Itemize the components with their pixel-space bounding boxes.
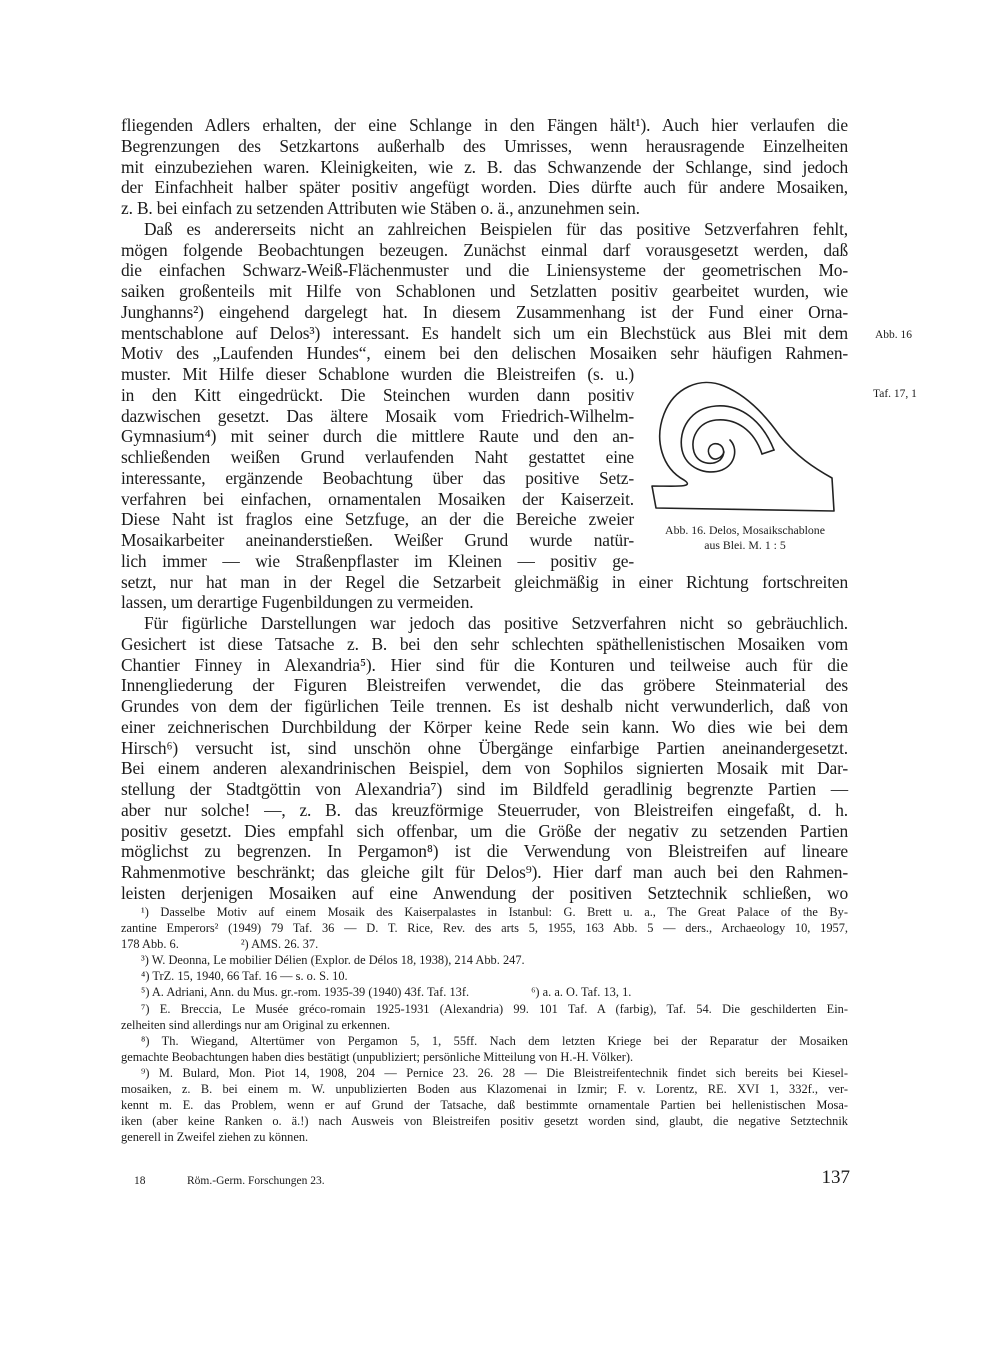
margin-note-abb-16: Abb. 16	[875, 329, 913, 341]
body-text-line: Bei einem anderen alexandrinischen Beispiel, dem von Sophilos signierten Mosaik mit Dar-	[121, 758, 848, 779]
body-text-line: in den Kitt eingedrückt. Die Steinchen wurden dann positiv	[121, 384, 634, 405]
footnote-text: 178 Abb. 6.	[121, 937, 179, 952]
footnote-line	[121, 968, 848, 984]
footnote-line	[121, 1049, 848, 1065]
footnote-extra: ²) AMS. 26. 37.	[240, 937, 319, 952]
body-text-line: Gesichert ist diese Tatsache z. B. bei den sehr schlechten späthellenistischen Mosaiken vom	[121, 633, 848, 654]
footnote-line	[121, 1113, 848, 1129]
footnote-text: ⁵) A. Adriani, Ann. du Mus. gr.-rom. 1935-39 (1940) 43f. Taf. 13f.	[141, 985, 470, 1000]
footnote-line	[121, 952, 848, 968]
body-text-line: setzt, nur hat man in der Regel die Setzarbeit gleichmäßig in einer Richtung fortschreiten	[121, 571, 848, 592]
footnote-text: gemachte Beobachtungen haben dies bestätigt (unpubliziert; persönliche Mitteilung von H.-H. Völker).	[121, 1049, 634, 1064]
body-text-line: stellung der Stadtgöttin von Alexandria⁷) sind im Bildfeld geradlinig begrenzte Partien —	[121, 779, 848, 799]
body-text-line: mentschablone auf Delos³) interessant. Es handelt sich um ein Blechstück aus Blei mit dem	[121, 322, 848, 343]
printer-signature-mark: 18	[134, 1175, 146, 1187]
body-text-line: Grundes von dem der figürlichen Teile trennen. Es ist deshalb nicht verwunderlich, daß von	[121, 696, 848, 716]
body-text-line: verfahren bei einfachen, ornamentalen Mosaiken der Kaiserzeit.	[121, 488, 634, 509]
footnote-text: zelheiten sind allerdings nur am Original zu erkennen.	[121, 1017, 391, 1032]
footnote-text: mosaiken, z. B. bei einem m. W. unpublizierten Boden aus Klazomenai in Izmir; F. v. Lorentz, RE. XVI 1, 332f., ver-	[121, 1082, 848, 1097]
body-text-line: lich immer — wie Straßenpflaster im Kleinen — positiv ge-	[121, 550, 634, 571]
body-text-line: Innengliederung der Figuren Bleistreifen verwendet, die das gröbere Steinmaterial des	[121, 675, 848, 696]
footnote-line	[121, 1033, 848, 1049]
body-text-line: positiv gesetzt. Dies empfahl sich offenbar, um die Größe der negativ zu setzenden Partien	[121, 820, 848, 841]
footnote-line	[121, 1081, 848, 1097]
footnote-text: ⁷) E. Breccia, Le Musée gréco-romain 1925-1931 (Alexandria) 99. 101 Taf. A (farbig), Taf. 54. Die geschilderten Ein-	[141, 1001, 848, 1016]
footnote-line	[121, 904, 848, 920]
body-text-line: fliegenden Adlers erhalten, der eine Schlange in den Fängen hält¹). Auch hier verlaufen die	[121, 115, 848, 135]
body-text-line: Rahmenmotive beschränkt; das gleiche gilt für Delos⁹). Hier darf man auch bei den Rahmen-	[121, 862, 848, 882]
body-text-line: aber nur solche! —, z. B. das kreuzförmige Steuerruder, von Bleistreifen eingefaßt, d. h.	[121, 799, 848, 820]
footnote-text: ⁹) M. Bulard, Mon. Piot 14, 1908, 204 — Pernice 23. 26. 28 — Die Bleistreifentechnik findet sich bereits bei Kiesel-	[141, 1065, 848, 1080]
body-text-line: muster. Mit Hilfe dieser Schablone wurden die Bleistreifen (s. u.)	[121, 364, 634, 384]
footnote-text: zantine Emperors² (1949) 79 Taf. 36 — D. T. Rice, Rev. des arts 5, 1955, 163 Abb. 5 — ders., Archaeology 10, 1957,	[121, 921, 848, 936]
figure-caption-line-1: Abb. 16. Delos, Mosaikschablone	[665, 523, 825, 537]
footnote-line	[121, 920, 848, 936]
body-text-line: Junghanns²) eingehend dargelegt hat. In diesem Zusammenhang ist der Fund einer Orna-	[121, 301, 848, 322]
body-text-line: Hirsch⁶) versucht ist, sind unschön ohne Übergänge einfarbige Partien aneinandergesetzt.	[121, 737, 848, 758]
body-text-line: saiken großenteils mit Hilfe von Schablonen und Setzlatten positiv gearbeitet wurden, wie	[121, 281, 848, 301]
body-text-line: Motiv des „Laufenden Hundes“, einem bei den delischen Mosaiken sehr häufigen Rahmen-	[121, 343, 848, 364]
body-text-line: Begrenzungen des Setzkartons außerhalb des Umrisses, wenn herausragende Einzelheiten	[121, 135, 848, 156]
body-text-line: lassen, um derartige Fugenbildungen zu vermeiden.	[121, 592, 474, 613]
body-text-line: die einfachen Schwarz-Weiß-Flächenmuster und die Liniensysteme der geometrischen Mo-	[121, 260, 848, 281]
page-footer	[134, 1167, 850, 1196]
body-text-line: interessante, ergänzende Beobachtung über das positive Setz-	[121, 467, 634, 488]
body-text-line: z. B. bei einfach zu setzenden Attributen wie Stäben o. ä., anzunehmen sein.	[121, 198, 640, 218]
footnote-text: kennt m. E. das Problem, wenn er auf Grund der Tatsache, daß bestimmte ornamentale Partien bei hellenistischen Mosa-	[121, 1098, 848, 1113]
page-number: 137	[821, 1167, 850, 1188]
footnotes	[121, 904, 848, 1145]
body-text-line: Chantier Finney in Alexandria⁵). Hier sind für die Konturen und teilweise auch für die	[121, 654, 848, 675]
footnote-line	[121, 984, 848, 1000]
body-text-line: mögen folgende Beobachtungen bezeugen. Zunächst einmal darf vorausgesetzt werden, daß	[121, 239, 848, 260]
body-text-line: Daß es andererseits nicht an zahlreichen Beispielen für das positive Setzverfahren fehlt,	[144, 218, 848, 239]
margin-note-taf-17-1: Taf. 17, 1	[873, 388, 917, 400]
body-text-line: Gymnasium⁴) mit seiner durch die mittlere Raute und den an-	[121, 426, 634, 447]
body-text-line: einer zeichnerischen Durchbildung der Körper keine Rede sein kann. Wo dies wie bei dem	[121, 716, 848, 737]
figure-caption-line-2: aus Blei. M. 1 : 5	[704, 538, 786, 552]
body-text-line: Diese Naht ist fraglos eine Setzfuge, an der die Bereiche zweier	[121, 509, 634, 530]
body-text-line: Für figürliche Darstellungen war jedoch das positive Setzverfahren nicht so gebräuchlich.	[144, 613, 848, 633]
figure-caption	[628, 523, 862, 553]
footnote-line	[121, 1017, 848, 1033]
body-text-line: mit einzubeziehen waren. Kleinigkeiten, wie z. B. das Schwanzende der Schlange, sind jedoch	[121, 156, 848, 177]
footnote-text: ⁴) TrZ. 15, 1940, 66 Taf. 16 — s. o. S. 10.	[141, 969, 348, 984]
body-text-line: der Einfachheit halber später positiv angefügt worden. Dies dürfte auch für andere Mosaiken,	[121, 177, 848, 198]
footnote-line	[121, 1097, 848, 1113]
body-text-line: Mosaikarbeiter aneinanderstießen. Weißer Grund wurde natür-	[121, 530, 634, 550]
footnote-extra: ⁶) a. a. O. Taf. 13, 1.	[531, 985, 632, 1000]
footnote-line	[121, 1129, 848, 1145]
footnote-text: generell in Zweifel ziehen zu können.	[121, 1130, 309, 1145]
body-text-line: dazwischen gesetzt. Das ältere Mosaik vom Friedrich-Wilhelm-	[121, 405, 634, 426]
body-text-line: leisten derjenigen Mosaiken auf eine Anwendung der positiven Setztechnik schließen, wo	[121, 882, 848, 903]
body-text-line: schließenden weißen Grund verlaufenden Naht gestattet eine	[121, 447, 634, 467]
footnote-line	[121, 1065, 848, 1081]
footnote-text: iken (aber keine Ranken o. ä.!) nach Ausweis von Bleistreifen positiv gesetzt worden sind, glaubt, die negative Setztechnik	[121, 1114, 848, 1129]
footnote-text: ¹) Dasselbe Motiv auf einem Mosaik des Kaiserpalastes in Istanbul: G. Brett u. a., The Great Palace of the By-	[141, 905, 848, 919]
footnote-text: ³) W. Deonna, Le mobilier Délien (Explor. de Délos 18, 1938), 214 Abb. 247.	[141, 953, 525, 968]
footnote-line	[121, 1001, 848, 1017]
body-text-line: möglichst zu begrenzen. In Pergamon⁸) ist die Verwendung von Bleistreifen auf lineare	[121, 841, 848, 862]
running-footer-title: Röm.-Germ. Forschungen 23.	[187, 1175, 325, 1187]
footnote-line	[121, 936, 848, 952]
footnote-text: ⁸) Th. Wiegand, Altertümer von Pergamon 5, 1, 55ff. Nach dem letzten Kriege bei der Reparatur der Mosaiken	[141, 1033, 848, 1048]
